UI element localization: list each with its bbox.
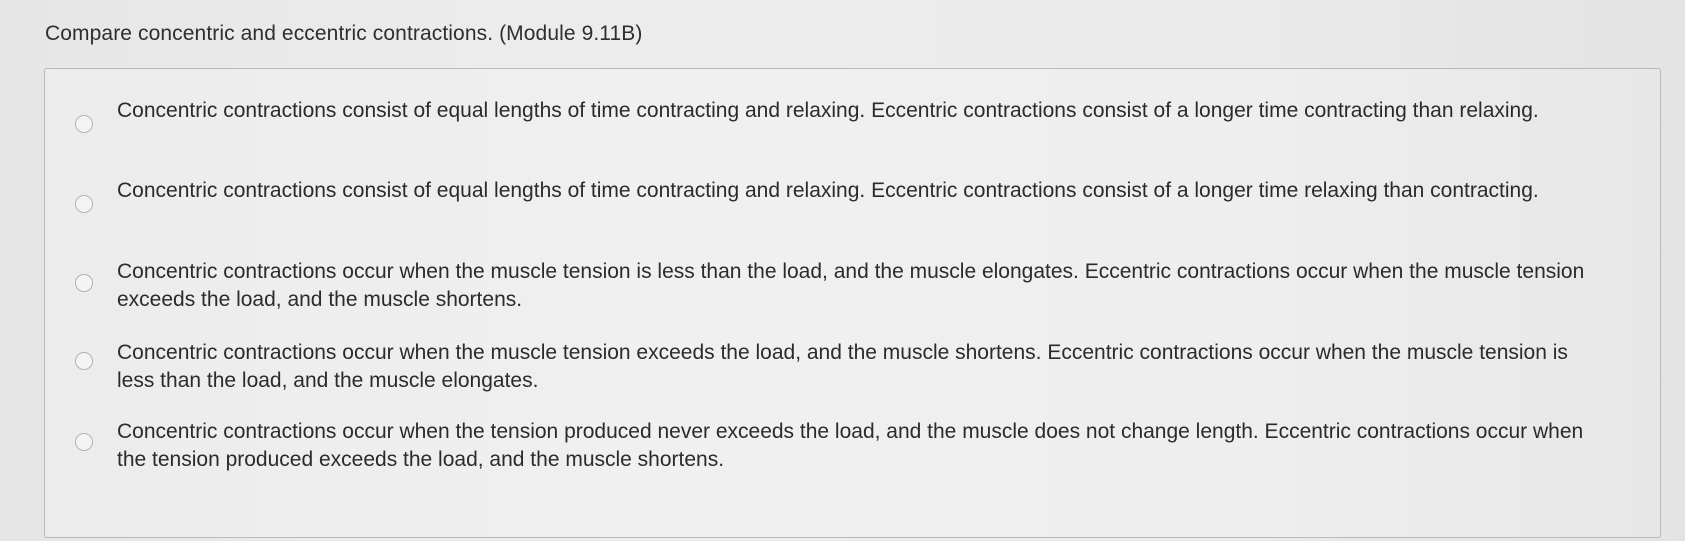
radio-button-icon[interactable] [75,352,93,370]
answer-option-1[interactable] [45,97,1660,167]
radio-button-icon[interactable] [75,115,93,133]
question-title: Compare concentric and eccentric contractions. (Module 9.11B) [45,22,643,45]
answer-option-label: Concentric contractions consist of equal lengths of time contracting and relaxing. Eccentric contractions consist of a longer time relaxing than contracting. [117,179,1539,202]
answer-option-label: Concentric contractions occur when the muscle tension exceeds the load, and the muscle shortens. Eccentric contractions occur when the muscle tension is less than the load, and the muscle elongates. [117,341,1568,392]
answer-option-4[interactable] [45,339,1660,409]
answer-option-3[interactable] [45,258,1660,328]
answer-option-label: Concentric contractions occur when the muscle tension is less than the load, and the muscle elongates. Eccentric contractions occur when the muscle tension exceeds the load, and the muscle shortens. [117,260,1585,311]
answer-option-label: Concentric contractions consist of equal lengths of time contracting and relaxing. Eccentric contractions consist of a longer time contracting than relaxing. [117,99,1539,122]
radio-button-icon[interactable] [75,195,93,213]
radio-button-icon[interactable] [75,274,93,292]
answer-option-5[interactable] [45,418,1660,488]
answer-option-label: Concentric contractions occur when the tension produced never exceeds the load, and the muscle does not change length. Eccentric contractions occur when the tension produced exceeds the load, and the muscle shortens. [117,420,1584,471]
radio-button-icon[interactable] [75,433,93,451]
answer-options-box [44,68,1661,538]
answer-option-2[interactable] [45,177,1660,247]
